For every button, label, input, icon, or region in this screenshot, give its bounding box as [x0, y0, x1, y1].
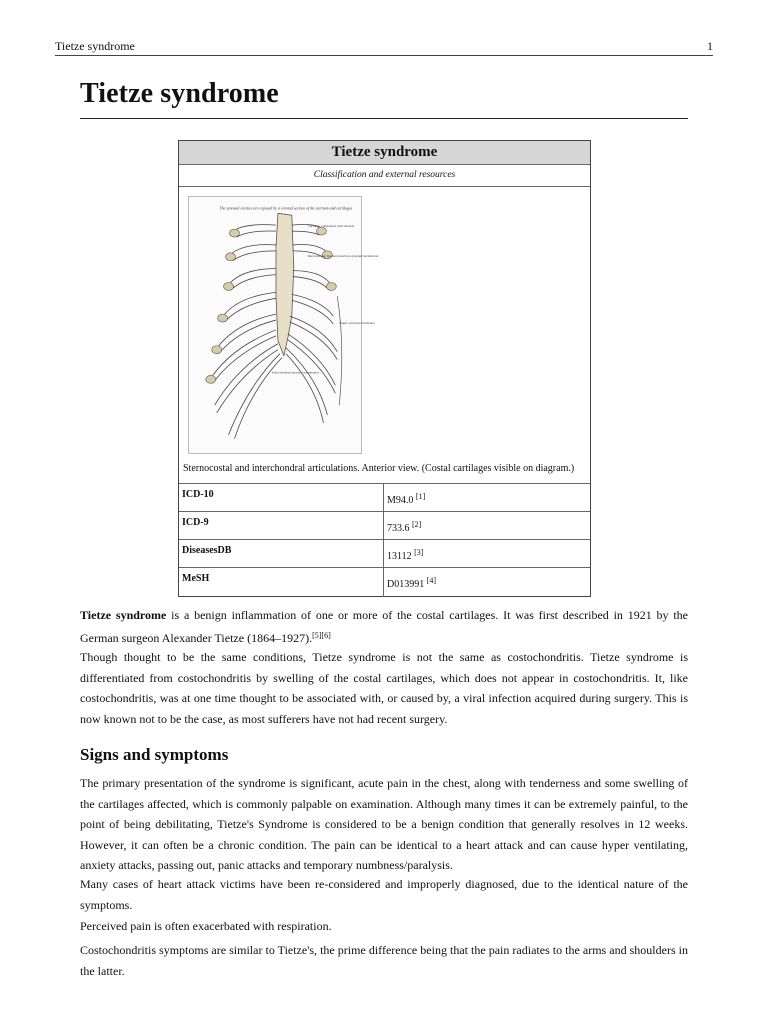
infobox-cell-divider [383, 540, 384, 567]
infobox-row-diseasesdb [179, 540, 590, 568]
title-divider [80, 118, 688, 119]
figure-label-interchondral: Interchondral synovial membranes [272, 370, 319, 375]
reference-link[interactable]: [3] [414, 548, 424, 557]
figure-label-cartilage: Cartilage continuous with sternum [307, 224, 355, 229]
infobox-row-value[interactable] [387, 492, 425, 506]
respiration-paragraph: Perceived pain is often exacerbated with respiration. [80, 919, 332, 933]
infobox-row-value[interactable] [387, 520, 421, 534]
section-heading-signs-symptoms: Signs and symptoms [80, 745, 229, 764]
infobox-row-value[interactable] [387, 548, 423, 562]
infobox [178, 140, 591, 597]
figure-label-coronal-section: The synovial cavities are exposed by a coronal section of the sternum and cartilages [219, 205, 353, 211]
infobox-row-label: DiseasesDB [182, 545, 232, 556]
infobox-row-icd10 [179, 484, 590, 512]
infobox-row-mesh [179, 568, 590, 597]
running-header [55, 38, 713, 56]
code-value[interactable]: D013991 [387, 579, 425, 590]
differentiation-paragraph: Though thought to be the same conditions, Tietze syndrome is not the same as costochondritis. Tietze syndrome is differentiated from costochondritis by swelling of the costal cartilages, which does not appear in costochondritis. It, like costochondritis, was at one time thought to be associated with, or caused by, a viral infection acquired during surgery. This is now known not to be the case, as most sufferers have not had recent surgery. [80, 650, 688, 726]
reference-link[interactable]: [4] [426, 576, 437, 585]
running-header-title: Tietze syndrome [55, 39, 135, 53]
infobox-row-value[interactable] [387, 576, 436, 590]
infobox-row-label: ICD-10 [182, 489, 214, 500]
page-title: Tietze syndrome [80, 78, 279, 109]
infobox-cell-divider [383, 568, 384, 597]
figure-label-single-synovial: Single synovial membrane [339, 321, 375, 326]
code-value[interactable]: 13112 [387, 551, 412, 562]
intro-bold-term: Tietze syndrome [80, 608, 167, 622]
intro-text: is a benign inflammation of one or more of the costal cartilages. It was first described in 1921 by the German surgeon Alexander Tietze (1864–1927). [80, 608, 689, 645]
reference-link[interactable]: [1] [415, 492, 426, 501]
code-value[interactable]: 733.6 [387, 523, 410, 534]
infobox-row-icd9 [179, 512, 590, 540]
intro-paragraph [80, 605, 688, 648]
sternocostal-diagram-image[interactable] [188, 196, 379, 454]
costochondritis-paragraph: Costochondritis symptoms are similar to Tietze's, the prime difference being that the pain radiates to the arms and shoulders in the latter. [80, 943, 688, 978]
reference-link[interactable]: [5][6] [312, 630, 331, 640]
misdiagnosis-paragraph: Many cases of heart attack victims have been re-considered and improperly diagnosed, due to the identical nature of the symptoms. [80, 877, 688, 912]
infobox-subheader: Classification and external resources [179, 165, 590, 187]
code-value[interactable]: M94.0 [387, 495, 414, 506]
reference-link[interactable]: [2] [412, 520, 422, 529]
figure-caption: Sternocostal and interchondral articulations. Anterior view. (Costal cartilages visible on diagram.) [183, 463, 575, 474]
rib-cage-illustration [189, 197, 379, 453]
infobox-header: Tietze syndrome [179, 141, 590, 165]
infobox-row-label: ICD-9 [182, 517, 209, 528]
infobox-row-label: MeSH [182, 573, 210, 584]
page-number: 1 [707, 39, 713, 53]
figure-label-interarticular: Interarticular ligament and two synovial membranes [307, 253, 379, 258]
infobox-figure [179, 187, 590, 484]
symptoms-paragraph: The primary presentation of the syndrome is significant, acute pain in the chest, along with tenderness and some swelling of the cartilages affected, which is commonly palpable on examination. Although many times it can be extremely painful, to the point of being debilitating, Tietze's Syndrome is considered to be a benign condition that generally resolves in 12 weeks. However, it can often be a chronic condition. The pain can be identical to a heart attack and can cause hyper ventilating, anxiety attacks, passing out, panic attacks and temporary numbness/paralysis. [80, 776, 688, 872]
infobox-cell-divider [383, 484, 384, 511]
infobox-cell-divider [383, 512, 384, 539]
